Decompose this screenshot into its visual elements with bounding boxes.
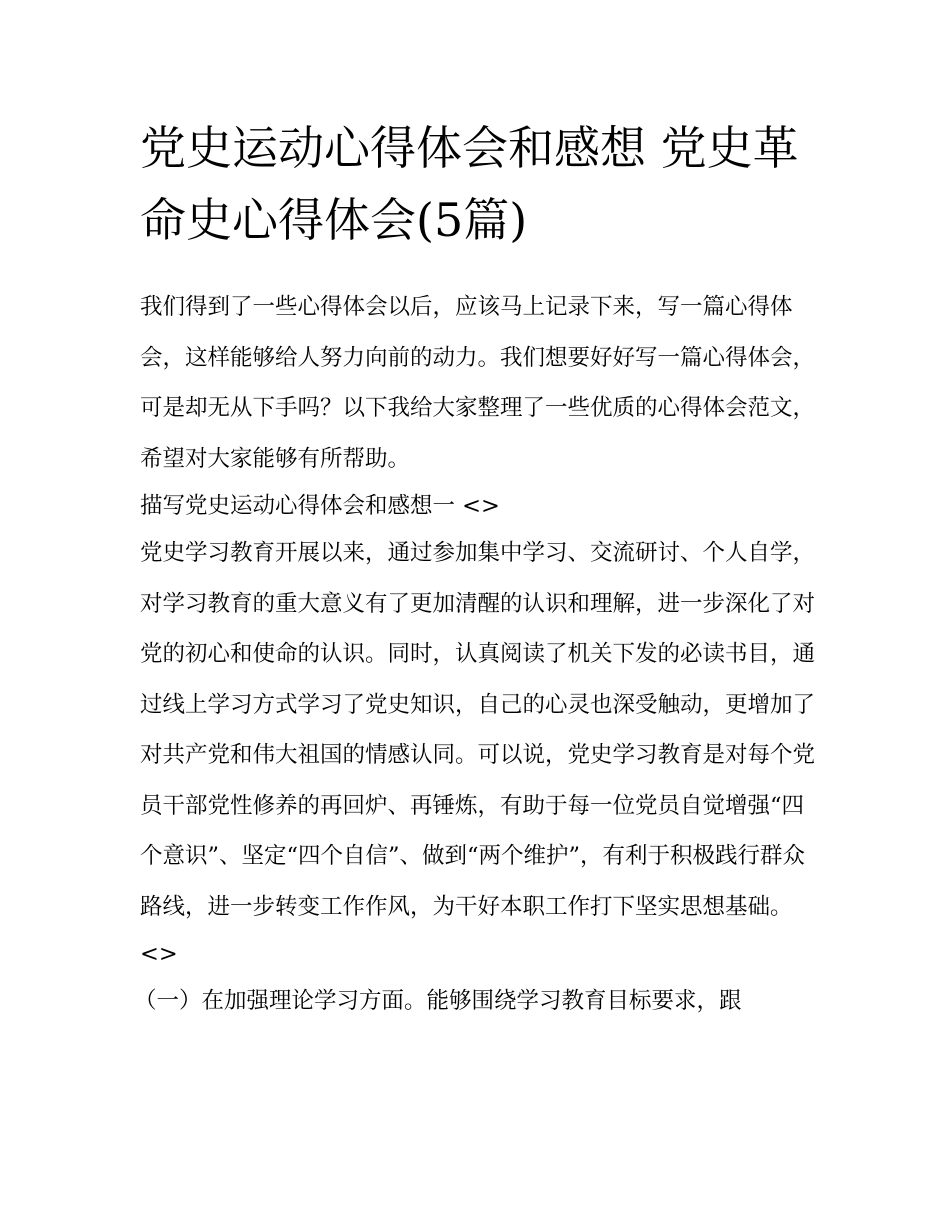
document-title: 党史运动心得体会和感想 党史革命史心得体会(5篇): [140, 121, 799, 247]
separator-paragraph: <>: [140, 941, 178, 967]
section-heading: 描写党史运动心得体会和感想一 <>: [140, 493, 500, 519]
subsection-paragraph: （一）在加强理论学习方面。能够围绕学习教育目标要求，跟: [134, 988, 742, 1014]
body-paragraph: 党史学习教育开展以来，通过参加集中学习、交流研讨、个人自学，对学习教育的重大意义有了更加清醒的认识和理解，进一步深化了对党的初心和使命的认识。同时，认真阅读了机关下发的必读书目，通过线上学习方式学习了党史知识，自己的心灵也深受触动，更增加了对共产党和伟大祖国的情感认同。可以说，党史学习教育是对每个党员干部党性修养的再回炉、再锤炼，有助于每一位党员自觉增强“四个意识”、坚定“四个自信”、做到“两个维护”，有利于积极践行群众路线，进一步转变工作作风，为干好本职工作打下坚实思想基础。: [140, 540, 816, 920]
intro-paragraph: 我们得到了一些心得体会以后，应该马上记录下来，写一篇心得体会，这样能够给人努力向前的动力。我们想要好好写一篇心得体会，可是却无从下手吗？以下我给大家整理了一些优质的心得体会范文，希望对大家能够有所帮助。: [140, 294, 816, 472]
document-body: [134, 282, 816, 1027]
